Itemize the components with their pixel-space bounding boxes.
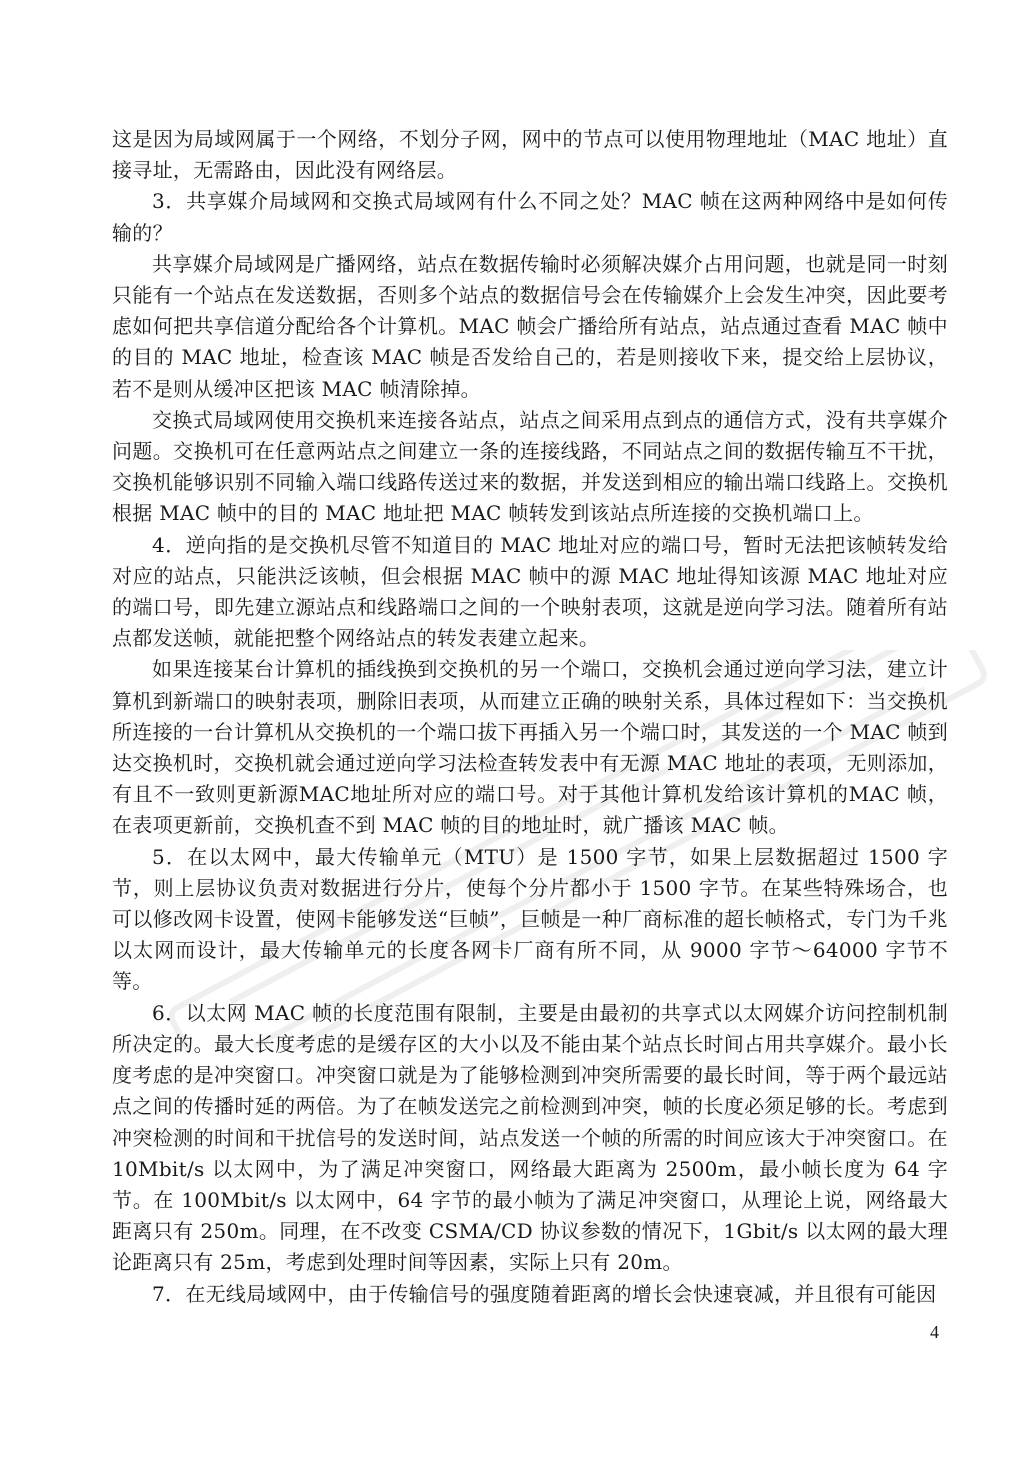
answer-7: 7．在无线局域网中，由于传输信号的强度随着距离的增长会快速衰减，并且很有可能因 [152, 1281, 937, 1306]
answer-4: 4．逆向指的是交换机尽管不知道目的 MAC 地址对应的端口号，暂时无法把该帧转发给对应的站点，只能洪泛该帧，但会根据 MAC 帧中的源 MAC 地址得知该源 MAC 地址对应的端口号，即先建立源站点和线路端口之间的一个映射表项，这就是逆向学习法。随着所有站点都发送帧，就能把整个网络站点的转发表建立起来。 [112, 532, 948, 651]
answer-4-continued: 如果连接某台计算机的插线换到交换机的另一个端口，交换机会通过逆向学习法，建立计算机到新端口的映射表项，删除旧表项，从而建立正确的映射关系，具体过程如下：当交换机所连接的一台计算机从交换机的一个端口拔下再插入另一个端口时，其发送的一个 MAC 帧到达交换机时，交换机就会通过逆向学习法检查转发表中有无源 MAC 地址的表项，无则添加，有且不一致则更新源MAC地址所对应的端口号。对于其他计算机发给该计算机的MAC 帧，在表项更新前，交换机查不到 MAC 帧的目的地址时，就广播该 MAC 帧。 [112, 657, 948, 838]
page-number: 4 [930, 1322, 939, 1342]
answer-5: 5．在以太网中，最大传输单元（MTU）是 1500 字节，如果上层数据超过 1500 字节，则上层协议负责对数据进行分片，使每个分片都小于 1500 字节。在某些特殊场合，也可以修改网卡设置，使网卡能够发送“巨帧”，巨帧是一种厂商标准的超长帧格式，专门为千兆以太网而设计，最大传输单元的长度各网卡厂商有所不同，从 9000 字节～64000 字节不等。 [112, 844, 948, 994]
question-3: 3．共享媒介局域网和交换式局域网有什么不同之处？MAC 帧在这两种网络中是如何传输的？ [112, 189, 948, 245]
paragraph-continuation: 这是因为局域网属于一个网络，不划分子网，网中的节点可以使用物理地址（MAC 地址）直接寻址，无需路由，因此没有网络层。 [112, 127, 948, 183]
answer-3-shared-media: 共享媒介局域网是广播网络，站点在数据传输时必须解决媒介占用问题，也就是同一时刻只能有一个站点在发送数据，否则多个站点的数据信号会在传输媒介上会发生冲突，因此要考虑如何把共享信道分配给各个计算机。MAC 帧会广播给所有站点，站点通过查看 MAC 帧中的目的 MAC 地址，检查该 MAC 帧是否发给自己的，若是则接收下来，提交给上层协议，若不是则从缓冲区把该 MAC 帧清除掉。 [112, 251, 948, 401]
answer-6: 6．以太网 MAC 帧的长度范围有限制，主要是由最初的共享式以太网媒介访问控制机制所决定的。最大长度考虑的是缓存区的大小以及不能由某个站点长时间占用共享媒介。最小长度考虑的是冲突窗口。冲突窗口就是为了能够检测到冲突所需要的最长时间，等于两个最远站点之间的传播时延的两倍。为了在帧发送完之前检测到冲突，帧的长度必须足够的长。考虑到冲突检测的时间和干扰信号的发送时间，站点发送一个帧的所需的时间应该大于冲突窗口。在 10Mbit/s 以太网中，为了满足冲突窗口，网络最大距离为 2500m，最小帧长度为 64 字节。在 100Mbit/s 以太网中，64 字节的最小帧为了满足冲突窗口，从理论上说，网络最大距离只有 250m。同理，在不改变 CSMA/CD 协议参数的情况下，1Gbit/s 以太网的最大理论距离只有 25m，考虑到处理时间等因素，实际上只有 20m。 [112, 1000, 948, 1275]
page-body [112, 124, 948, 1310]
answer-3-switched: 交换式局域网使用交换机来连接各站点，站点之间采用点到点的通信方式，没有共享媒介问题。交换机可在任意两站点之间建立一条的连接线路，不同站点之间的数据传输互不干扰，交换机能够识别不同输入端口线路传送过来的数据，并发送到相应的输出端口线路上。交换机根据 MAC 帧中的目的 MAC 地址把 MAC 帧转发到该站点所连接的交换机端口上。 [112, 407, 948, 526]
